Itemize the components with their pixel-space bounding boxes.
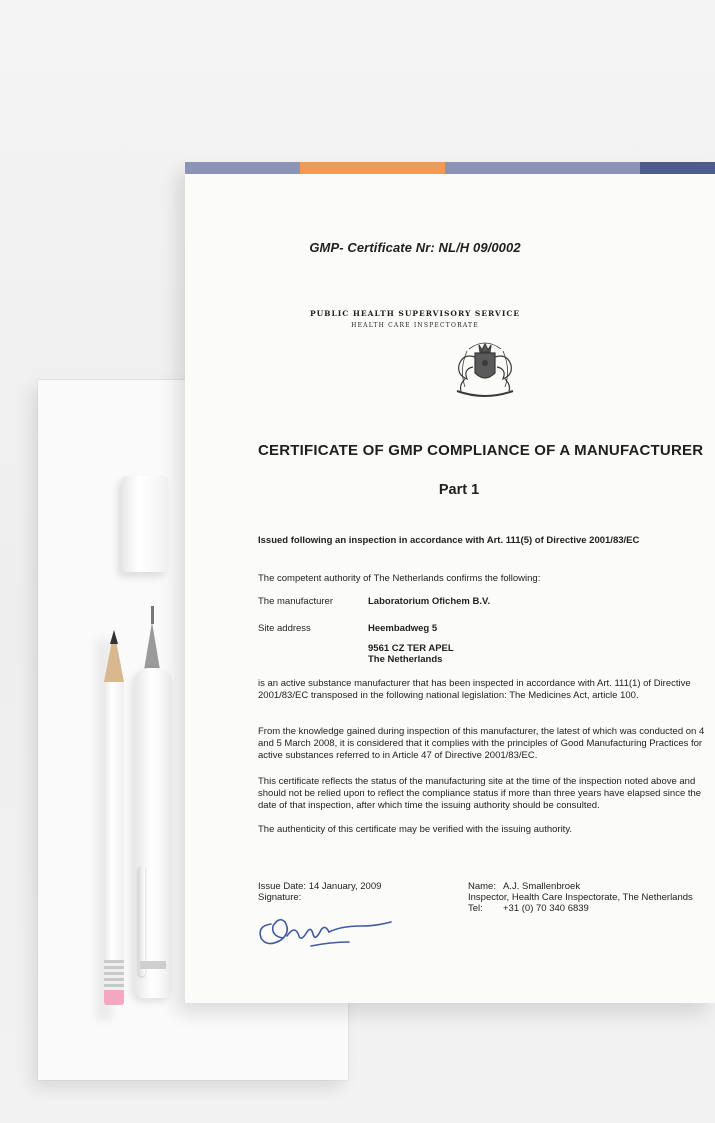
certificate-number: GMP- Certificate Nr: NL/H 09/0002 [309,240,521,255]
site-address-label: Site address [258,623,311,634]
inspector-role: Inspector, Health Care Inspectorate, The Netherlands [468,892,693,903]
mechanical-pencil-band [140,961,166,969]
mechanical-pencil [134,606,172,1006]
mechanical-pencil-clip [138,866,145,976]
coat-of-arms-icon [445,339,525,401]
agency-name: PUBLIC HEALTH SUPERVISORY SERVICE [309,309,521,318]
signature-icon [251,902,401,957]
eraser [122,476,168,572]
mechanical-pencil-cone [144,622,160,670]
issue-date: Issue Date: 14 January, 2009 [258,881,382,892]
part-heading: Part 1 [438,482,480,498]
site-address-line-3: The Netherlands [368,654,443,665]
gmp-certificate-document [185,162,715,1003]
pencil-eraser-tip [104,990,124,1005]
header-stripe-orange [300,162,445,174]
pencil-body [104,682,124,960]
name-label: Name: [468,881,496,892]
site-address-line-1: Heembadweg 5 [368,623,438,634]
issued-following-text: Issued following an inspection in accordance with Art. 111(5) of Directive 2001/83/EC [258,535,640,546]
name-value: A.J. Smallenbroek [503,881,581,892]
pencil-ferrule [104,960,124,990]
pencil [104,630,124,1005]
agency-subtitle: HEALTH CARE INSPECTORATE [351,322,479,329]
competent-authority-text: The competent authority of The Netherlands confirms the following: [258,573,541,584]
paragraph-authenticity: The authenticity of this certificate may be verified with the issuing authority. [258,824,573,835]
paragraph-inspection: is an active substance manufacturer that has been inspected in accordance with Art. 111(1) of Directive 2001/83/EC transposed in the following national legislation: The Medicines Act, article 100. [258,678,691,701]
paragraph-compliance: From the knowledge gained during inspection of this manufacturer, the latest of which was conducted on 4 and 5 March 2008, it is considered that it complies with the principles of Good Manufacturing Practices for active substances referred to in Article 47 of Directive 2001/83/EC. [258,726,705,761]
header-stripe-dark-blue [640,162,715,174]
pencil-lead [110,630,118,644]
manufacturer-label: The manufacturer [258,596,333,607]
signature-label: Signature: [258,892,302,903]
tel-value: +31 (0) 70 340 6839 [503,903,589,914]
site-address-line-2: 9561 CZ TER APEL [368,643,454,654]
manufacturer-value: Laboratorium Ofichem B.V. [368,596,491,607]
tel-label: Tel: [468,903,483,914]
certificate-title: CERTIFICATE OF GMP COMPLIANCE OF A MANUFACTURER [258,442,704,459]
header-stripe-blue-2 [445,162,640,174]
header-stripe-blue [185,162,300,174]
paragraph-status: This certificate reflects the status of the manufacturing site at the time of the inspection noted above and should not be relied upon to reflect the compliance status if more than three years have elapsed since the date of that inspection, after which time the issuing authority should be consulted. [258,776,702,811]
